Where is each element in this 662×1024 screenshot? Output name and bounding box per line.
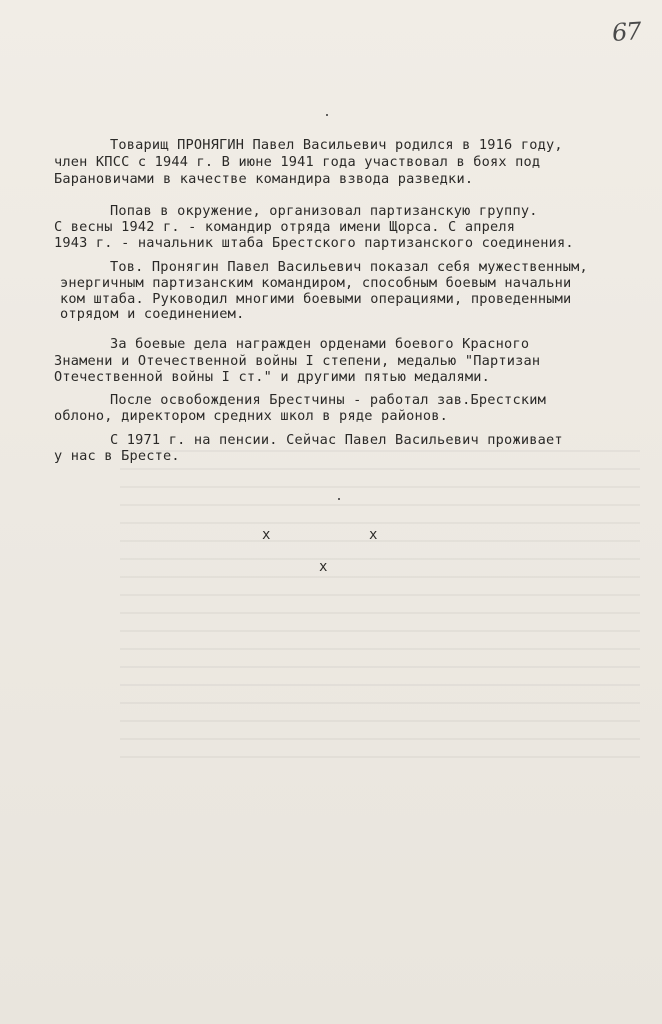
bleed-through-text	[120, 440, 640, 760]
paragraph-6-line-2: у нас в Бресте.	[54, 448, 180, 464]
paragraph-3-line-2: энергичным партизанским командиром, способным боевым начальни	[60, 275, 572, 291]
speck	[338, 498, 340, 500]
paragraph-3-line-3: ком штаба. Руководил многими боевыми операциями, проведенными	[60, 291, 572, 307]
paragraph-5-line-2: облоно, директором средних школ в ряде районов.	[54, 408, 449, 424]
separator-mark: x	[319, 559, 328, 575]
paragraph-1-line-2: член КПСС с 1944 г. В июне 1941 года участвовал в боях под	[54, 154, 541, 170]
paragraph-1-line-1: Товарищ ПРОНЯГИН Павел Васильевич родился в 1916 году,	[110, 137, 563, 153]
speck	[326, 114, 328, 116]
paragraph-2-line-2: С весны 1942 г. - командир отряда имени Щорса. С апреля	[54, 219, 516, 235]
paragraph-3-line-4: отрядом и соединением.	[60, 306, 245, 322]
paragraph-4-line-1: За боевые дела награжден орденами боевого Красного	[110, 336, 530, 352]
separator-mark: x	[369, 527, 378, 543]
paragraph-2-line-3: 1943 г. - начальник штаба Брестского партизанского соединения.	[54, 235, 574, 251]
separator-mark: x	[262, 527, 271, 543]
page-number: 67	[611, 17, 642, 47]
paragraph-4-line-2: Знамени и Отечественной войны I степени, медалью "Партизан	[54, 353, 541, 369]
paragraph-2-line-1: Попав в окружение, организовал партизанскую группу.	[110, 203, 538, 219]
paragraph-6-line-1: С 1971 г. на пенсии. Сейчас Павел Васильевич проживает	[110, 432, 563, 448]
paragraph-3-line-1: Тов. Пронягин Павел Васильевич показал себя мужественным,	[110, 259, 588, 275]
paragraph-1-line-3: Барановичами в качестве командира взвода разведки.	[54, 171, 474, 187]
paragraph-5-line-1: После освобождения Брестчины - работал зав.Брестским	[110, 392, 546, 408]
paragraph-4-line-3: Отечественной войны I ст." и другими пятью медалями.	[54, 369, 490, 385]
